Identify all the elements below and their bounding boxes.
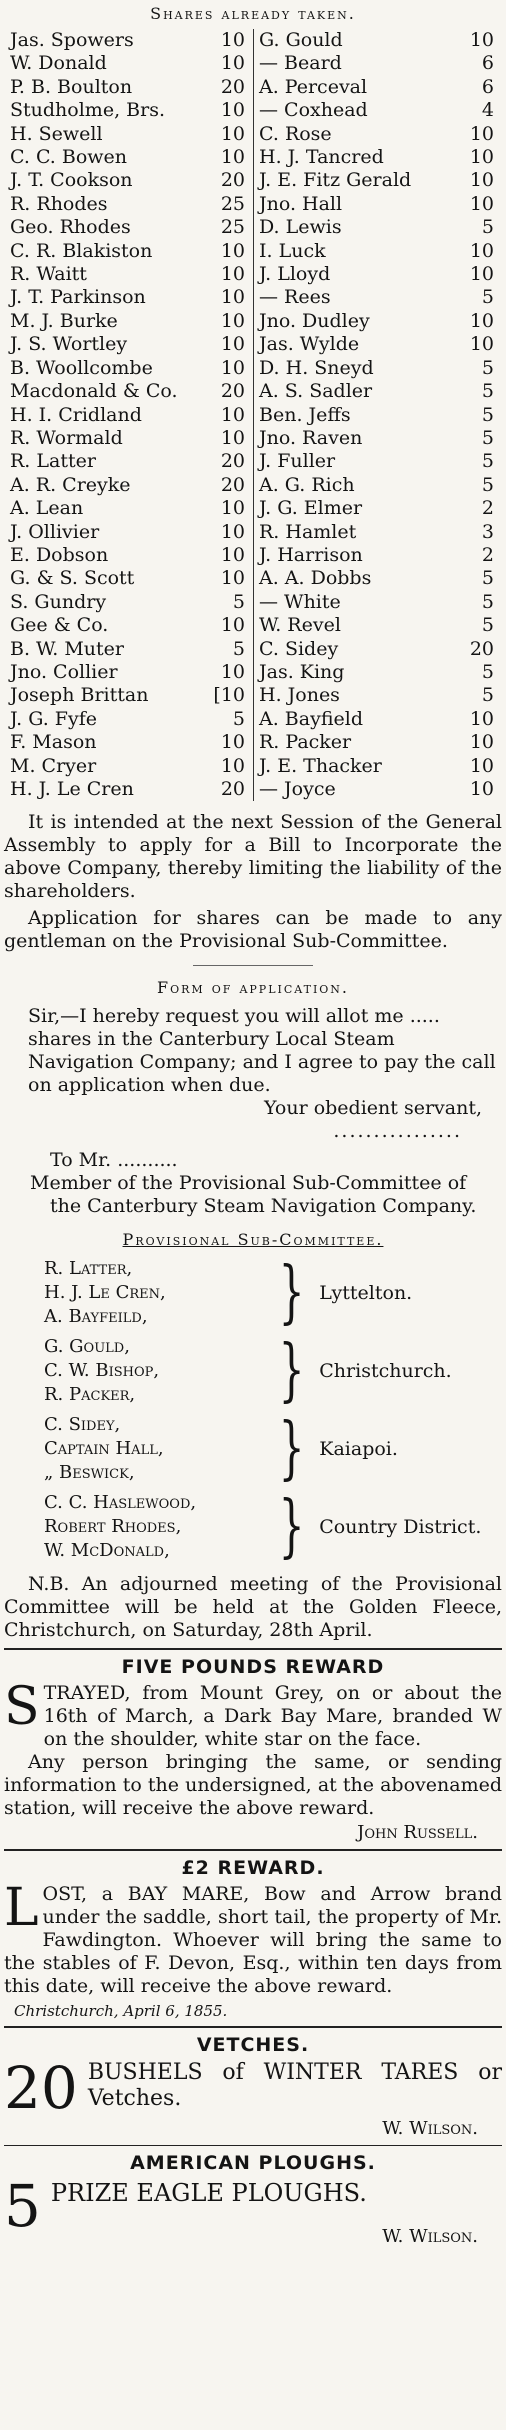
share-count: 10 bbox=[469, 169, 494, 192]
shareholder-name: B. Woollcombe bbox=[10, 356, 153, 379]
share-count: 6 bbox=[481, 52, 494, 75]
share-row bbox=[4, 591, 253, 614]
john-russell-signature: John Russell. bbox=[357, 1822, 478, 1844]
committee-groups bbox=[4, 1253, 502, 1567]
shareholder-name: Jas. Spowers bbox=[10, 29, 134, 51]
shareholder-name: J. T. Cookson bbox=[10, 169, 133, 192]
shareholder-name: R. Packer bbox=[259, 731, 352, 754]
brace-icon: } bbox=[278, 1409, 305, 1489]
committee-member: Robert Rhodes, bbox=[44, 1516, 182, 1538]
share-row bbox=[253, 286, 502, 309]
shareholder-name: — Joyce bbox=[259, 778, 336, 800]
share-count: 6 bbox=[481, 75, 494, 98]
shareholder-name: I. Luck bbox=[259, 239, 326, 262]
shareholder-name: C. R. Blakiston bbox=[10, 239, 153, 262]
share-count: 10 bbox=[220, 731, 245, 754]
shareholder-name: E. Dobson bbox=[10, 543, 109, 566]
shareholder-name: H. J. Tancred bbox=[259, 146, 384, 169]
shareholder-name: J. G. Fyfe bbox=[10, 707, 97, 730]
shareholder-name: J. E. Fitz Gerald bbox=[259, 169, 412, 192]
share-row bbox=[253, 684, 502, 707]
form-closing: Your obedient servant, bbox=[264, 1097, 482, 1120]
share-row bbox=[4, 544, 253, 567]
shareholder-name: Ben. Jeffs bbox=[259, 403, 351, 426]
shareholder-name: A. Perceval bbox=[259, 75, 368, 98]
shares-right-column bbox=[253, 29, 502, 801]
form-to: To Mr. .......... bbox=[50, 1149, 178, 1172]
share-row bbox=[4, 310, 253, 333]
share-count: 10 bbox=[220, 146, 245, 169]
share-count: 5 bbox=[481, 660, 494, 683]
shareholder-name: H. Sewell bbox=[10, 122, 103, 145]
share-count: 25 bbox=[220, 216, 245, 239]
shareholder-name: — White bbox=[259, 590, 341, 613]
ploughs-heading: AMERICAN PLOUGHS. bbox=[130, 2152, 376, 2175]
share-row bbox=[253, 638, 502, 661]
share-count: 5 bbox=[481, 380, 494, 403]
committee-member: G. Gould, bbox=[44, 1336, 130, 1358]
share-row bbox=[253, 404, 502, 427]
committee-names bbox=[44, 1335, 264, 1407]
share-row bbox=[4, 29, 253, 52]
share-count: 5 bbox=[481, 403, 494, 426]
share-row bbox=[253, 357, 502, 380]
share-row bbox=[253, 778, 502, 801]
shareholder-name: Jas. King bbox=[259, 660, 345, 683]
share-row bbox=[253, 333, 502, 356]
share-row bbox=[253, 591, 502, 614]
share-row bbox=[4, 99, 253, 122]
share-row bbox=[253, 76, 502, 99]
share-count: 10 bbox=[220, 99, 245, 122]
share-row bbox=[253, 240, 502, 263]
shareholder-name: J. G. Elmer bbox=[259, 497, 363, 520]
intro-paragraph: It is intended at the next Session of the General Assembly to apply for a Bill to Incorporate the above Company, thereby limiting the liability of the shareholders. bbox=[4, 811, 502, 903]
vetches-quantity: 20 bbox=[4, 2054, 78, 2123]
divider bbox=[193, 965, 313, 966]
share-count: 10 bbox=[469, 122, 494, 145]
share-row bbox=[253, 193, 502, 216]
section-rule bbox=[4, 2026, 502, 2028]
share-count: 10 bbox=[220, 239, 245, 262]
share-row bbox=[4, 404, 253, 427]
shareholder-name: Jno. Dudley bbox=[259, 309, 370, 332]
share-row bbox=[4, 684, 253, 707]
shareholder-name: J. Lloyd bbox=[259, 263, 331, 286]
shareholder-name: A. A. Dobbs bbox=[259, 567, 372, 590]
application-paragraph: Application for shares can be made to any gentleman on the Provisional Sub-Committee. bbox=[4, 907, 502, 953]
share-row bbox=[4, 357, 253, 380]
share-row bbox=[253, 216, 502, 239]
share-count: 10 bbox=[220, 403, 245, 426]
drop-cap: L bbox=[4, 1878, 39, 1939]
share-row bbox=[253, 567, 502, 590]
share-row bbox=[4, 614, 253, 637]
share-row bbox=[253, 755, 502, 778]
shareholder-name: W. Revel bbox=[259, 614, 341, 637]
share-row bbox=[253, 427, 502, 450]
committee-member: H. J. Le Cren, bbox=[44, 1282, 166, 1304]
shares-table bbox=[4, 29, 502, 801]
vetches-text: BUSHELS of WINTER TARES or Vetches. bbox=[87, 2060, 502, 2112]
share-count: 10 bbox=[469, 731, 494, 754]
ploughs-signature: W. Wilson. bbox=[382, 2226, 478, 2248]
strayed-text: TRAYED, from Mount Grey, on or about the 16th of March, a Dark Bay Mare, branded W on the shoulder, white star on the face. bbox=[43, 1682, 502, 1751]
shares-heading: Shares already taken. bbox=[150, 4, 356, 23]
shareholder-name: C. C. Bowen bbox=[10, 146, 128, 169]
share-row bbox=[4, 567, 253, 590]
share-row bbox=[4, 193, 253, 216]
committee-member: C. Sidey, bbox=[44, 1414, 121, 1436]
share-row bbox=[253, 52, 502, 75]
brace-icon: } bbox=[278, 1331, 305, 1411]
vetches-heading: VETCHES. bbox=[196, 2034, 310, 2057]
share-count: 10 bbox=[220, 333, 245, 356]
vetches-ad bbox=[4, 2054, 502, 2123]
share-count: 10 bbox=[220, 497, 245, 520]
brace-icon: } bbox=[278, 1253, 305, 1333]
ploughs-quantity: 5 bbox=[4, 2172, 41, 2241]
share-row bbox=[4, 263, 253, 286]
share-count: 5 bbox=[481, 426, 494, 449]
share-count: 5 bbox=[481, 473, 494, 496]
shareholder-name: R. Waitt bbox=[10, 263, 87, 286]
brace-icon: } bbox=[278, 1487, 305, 1567]
committee-names bbox=[44, 1491, 264, 1563]
shareholder-name: M. J. Burke bbox=[10, 309, 118, 332]
share-count: 10 bbox=[469, 707, 494, 730]
share-row bbox=[4, 333, 253, 356]
share-count: 10 bbox=[220, 52, 245, 75]
shareholder-name: C. Rose bbox=[259, 122, 332, 145]
shareholder-name: J. Harrison bbox=[259, 543, 363, 566]
share-count: 4 bbox=[481, 99, 494, 122]
shareholder-name: — Rees bbox=[259, 286, 331, 309]
shareholder-name: R. Latter bbox=[10, 450, 96, 473]
shareholder-name: R. Wormald bbox=[10, 426, 123, 449]
shareholder-name: H. I. Cridland bbox=[10, 403, 142, 426]
share-count: 10 bbox=[469, 146, 494, 169]
lost-ad bbox=[4, 1878, 502, 1998]
share-count: 10 bbox=[220, 543, 245, 566]
shareholder-name: D. H. Sneyd bbox=[259, 356, 374, 379]
shareholder-name: J. S. Wortley bbox=[10, 333, 128, 356]
share-count: 5 bbox=[232, 590, 245, 613]
strayed-ad bbox=[4, 1677, 502, 1751]
shareholder-name: Jno. Raven bbox=[259, 426, 363, 449]
share-count: 20 bbox=[220, 450, 245, 473]
share-row bbox=[253, 123, 502, 146]
shareholder-name: Macdonald & Co. bbox=[10, 380, 178, 403]
shareholder-name: A. Bayfield bbox=[259, 707, 363, 730]
share-count: 10 bbox=[469, 239, 494, 262]
share-count: 5 bbox=[481, 356, 494, 379]
share-count: 10 bbox=[469, 778, 494, 800]
shareholder-name: P. B. Boulton bbox=[10, 75, 133, 98]
shareholder-name: H. J. Le Cren bbox=[10, 778, 134, 800]
share-row bbox=[4, 731, 253, 754]
shareholder-name: Gee & Co. bbox=[10, 614, 109, 637]
share-row bbox=[4, 450, 253, 473]
share-row bbox=[253, 263, 502, 286]
shareholder-name: A. S. Sadler bbox=[259, 380, 373, 403]
share-row bbox=[253, 497, 502, 520]
shareholder-name: J. Ollivier bbox=[10, 520, 100, 543]
share-row bbox=[4, 76, 253, 99]
share-row bbox=[4, 661, 253, 684]
form-heading: Form of application. bbox=[156, 978, 350, 998]
shareholder-name: S. Gundry bbox=[10, 590, 107, 613]
share-row bbox=[253, 380, 502, 403]
share-count: 10 bbox=[469, 754, 494, 777]
share-row bbox=[4, 123, 253, 146]
shareholder-name: C. Sidey bbox=[259, 637, 339, 660]
share-row bbox=[4, 755, 253, 778]
form-member: Member of the Provisional Sub-Committee of the Canterbury Steam Navigation Company. bbox=[30, 1172, 477, 1218]
share-count: 20 bbox=[220, 473, 245, 496]
share-count: 10 bbox=[220, 29, 245, 51]
shareholder-name: — Coxhead bbox=[259, 99, 368, 122]
shareholder-name: — Beard bbox=[259, 52, 342, 75]
shareholder-name: A. Lean bbox=[10, 497, 84, 520]
share-count: 10 bbox=[220, 614, 245, 637]
shareholder-name: J. T. Parkinson bbox=[10, 286, 146, 309]
shareholder-name: Jno. Hall bbox=[259, 192, 343, 215]
committee-group bbox=[44, 1253, 502, 1333]
share-count: 10 bbox=[220, 356, 245, 379]
share-row bbox=[253, 450, 502, 473]
share-row bbox=[253, 99, 502, 122]
share-count: 10 bbox=[469, 29, 494, 51]
committee-member: „ Beswick, bbox=[44, 1462, 135, 1484]
shareholder-name: D. Lewis bbox=[259, 216, 342, 239]
shareholder-name: Jno. Collier bbox=[10, 660, 118, 683]
share-count: 20 bbox=[220, 380, 245, 403]
share-count: 5 bbox=[481, 614, 494, 637]
committee-place: Lyttelton. bbox=[319, 1282, 413, 1305]
share-row bbox=[253, 310, 502, 333]
share-row bbox=[253, 521, 502, 544]
share-count: 10 bbox=[469, 333, 494, 356]
committee-group bbox=[44, 1409, 502, 1489]
share-row bbox=[253, 661, 502, 684]
form-body: Sir,—I hereby request you will allot me ..... shares in the Canterbury Local Steam Navigation Company; and I agree to pay the call on application when due. bbox=[28, 1005, 496, 1097]
share-count: 20 bbox=[220, 169, 245, 192]
shareholder-name: A. R. Creyke bbox=[10, 473, 131, 496]
share-count: 10 bbox=[220, 567, 245, 590]
shareholder-name: Studholme, Brs. bbox=[10, 99, 165, 122]
ploughs-text: PRIZE EAGLE PLOUGHS. bbox=[50, 2179, 367, 2208]
share-row bbox=[253, 146, 502, 169]
share-row bbox=[4, 427, 253, 450]
share-count: 5 bbox=[481, 590, 494, 613]
share-row bbox=[253, 29, 502, 52]
share-row bbox=[4, 240, 253, 263]
five-pounds-heading: FIVE POUNDS REWARD bbox=[121, 1656, 385, 1679]
share-count: 10 bbox=[469, 192, 494, 215]
committee-member: R. Latter, bbox=[44, 1258, 133, 1280]
share-row bbox=[4, 380, 253, 403]
committee-member: R. Packer, bbox=[44, 1384, 136, 1406]
share-count: 10 bbox=[220, 754, 245, 777]
committee-place: Country District. bbox=[319, 1516, 482, 1539]
share-count: 10 bbox=[469, 263, 494, 286]
shareholder-name: B. W. Muter bbox=[10, 637, 124, 660]
shareholder-name: F. Mason bbox=[10, 731, 97, 754]
share-count: 10 bbox=[220, 520, 245, 543]
share-row bbox=[253, 544, 502, 567]
share-count: 2 bbox=[481, 543, 494, 566]
committee-member: C. C. Haslewood, bbox=[44, 1492, 197, 1514]
share-row bbox=[4, 216, 253, 239]
share-count: 5 bbox=[232, 637, 245, 660]
committee-place: Christchurch. bbox=[319, 1360, 452, 1383]
share-count: 5 bbox=[232, 707, 245, 730]
share-row bbox=[4, 52, 253, 75]
share-count: 3 bbox=[481, 520, 494, 543]
committee-note: N.B. An adjourned meeting of the Provisional Committee will be held at the Golden Fleece, Christchurch, on Saturday, 28th April. bbox=[4, 1573, 502, 1642]
shareholder-name: G. & S. Scott bbox=[10, 567, 135, 590]
share-count: 2 bbox=[481, 497, 494, 520]
shareholder-name: R. Hamlet bbox=[259, 520, 357, 543]
share-row bbox=[4, 638, 253, 661]
shareholder-name: W. Donald bbox=[10, 52, 107, 75]
committee-member: Captain Hall, bbox=[44, 1438, 164, 1460]
share-count: 20 bbox=[220, 75, 245, 98]
newspaper-page bbox=[0, 4, 506, 2430]
share-count: 5 bbox=[481, 450, 494, 473]
share-count: 10 bbox=[220, 263, 245, 286]
share-count: 10 bbox=[220, 286, 245, 309]
shareholder-name: G. Gould bbox=[259, 29, 343, 51]
share-count: 20 bbox=[220, 778, 245, 800]
share-row bbox=[253, 731, 502, 754]
shareholder-name: R. Rhodes bbox=[10, 192, 108, 215]
share-count: 10 bbox=[220, 309, 245, 332]
strayed-info: Any person bringing the same, or sending information to the undersigned, at the abovenamed station, will receive the above reward. bbox=[4, 1751, 502, 1820]
share-row bbox=[4, 778, 253, 801]
share-count: 25 bbox=[220, 192, 245, 215]
share-row bbox=[253, 169, 502, 192]
dateline: Christchurch, April 6, 1855. bbox=[14, 2002, 228, 2021]
signature-dots: ................ bbox=[333, 1120, 462, 1143]
two-pounds-heading: £2 REWARD. bbox=[181, 1857, 325, 1880]
committee-group bbox=[44, 1331, 502, 1411]
shareholder-name: M. Cryer bbox=[10, 754, 97, 777]
drop-cap: S bbox=[4, 1677, 40, 1738]
share-count: 10 bbox=[220, 122, 245, 145]
committee-heading: Provisional Sub-Committee. bbox=[122, 1230, 384, 1250]
share-row bbox=[4, 474, 253, 497]
committee-names bbox=[44, 1413, 264, 1485]
share-row bbox=[253, 614, 502, 637]
committee-member: C. W. Bishop, bbox=[44, 1360, 160, 1382]
share-count: 10 bbox=[469, 309, 494, 332]
committee-names bbox=[44, 1257, 264, 1329]
share-count: 5 bbox=[481, 684, 494, 707]
lost-text: OST, a BAY MARE, Bow and Arrow brand under the saddle, short tail, the property of Mr. Fawdington. Whoever will bring the same to the stables of F. Devon, Esq., within ten days from this date, will receive the above reward. bbox=[4, 1883, 502, 1998]
share-count: 5 bbox=[481, 216, 494, 239]
vetches-signature: W. Wilson. bbox=[382, 2118, 478, 2140]
shareholder-name: J. E. Thacker bbox=[259, 754, 382, 777]
committee-group bbox=[44, 1487, 502, 1567]
share-row bbox=[4, 146, 253, 169]
share-row bbox=[4, 521, 253, 544]
share-count: 10 bbox=[220, 660, 245, 683]
share-row bbox=[4, 708, 253, 731]
column-divider bbox=[253, 29, 254, 801]
shareholder-name: Geo. Rhodes bbox=[10, 216, 131, 239]
share-count: 5 bbox=[481, 286, 494, 309]
share-count: 20 bbox=[469, 637, 494, 660]
shares-left-column bbox=[4, 29, 253, 801]
shareholder-name: J. Fuller bbox=[259, 450, 336, 473]
share-count: 10 bbox=[220, 426, 245, 449]
committee-place: Kaiapoi. bbox=[319, 1438, 398, 1461]
share-count: [10 bbox=[213, 684, 245, 707]
share-count: 5 bbox=[481, 567, 494, 590]
section-rule bbox=[4, 1648, 502, 1650]
committee-member: W. McDonald, bbox=[44, 1540, 170, 1562]
share-row bbox=[253, 708, 502, 731]
share-row bbox=[4, 497, 253, 520]
shareholder-name: Joseph Brittan bbox=[10, 684, 149, 707]
committee-member: A. Bayfeild, bbox=[44, 1306, 148, 1328]
section-rule bbox=[4, 2145, 502, 2146]
share-row bbox=[253, 474, 502, 497]
shareholder-name: H. Jones bbox=[259, 684, 340, 707]
shareholder-name: Jas. Wylde bbox=[259, 333, 360, 356]
shareholder-name: A. G. Rich bbox=[259, 473, 355, 496]
share-row bbox=[4, 286, 253, 309]
share-row bbox=[4, 169, 253, 192]
section-rule bbox=[4, 1849, 502, 1851]
